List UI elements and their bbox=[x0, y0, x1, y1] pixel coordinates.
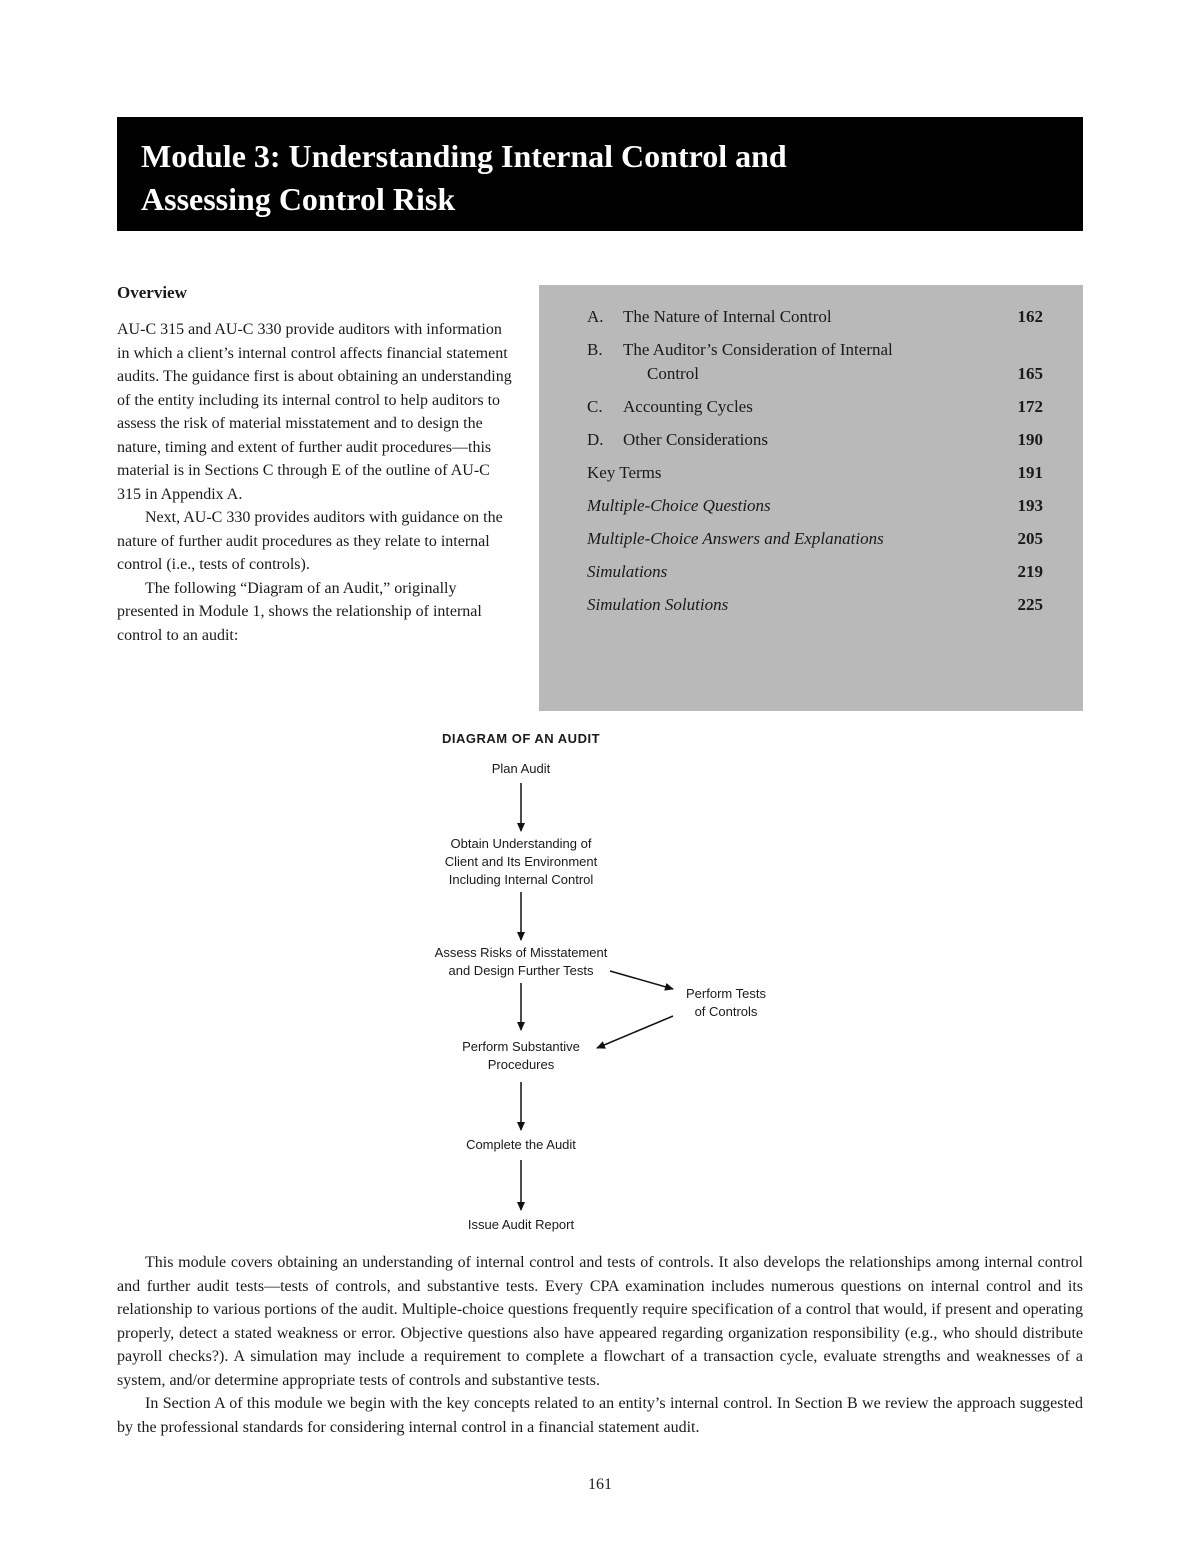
toc-text-continued: Control bbox=[647, 364, 699, 383]
node-complete-audit: Complete the Audit bbox=[466, 1137, 576, 1152]
node-plan-audit: Plan Audit bbox=[491, 761, 551, 776]
toc-text: Simulations bbox=[587, 562, 668, 581]
node-line: Perform Tests bbox=[686, 986, 766, 1001]
arrow-tests-to-substantive bbox=[597, 1016, 673, 1048]
toc-text: Multiple-Choice Answers and Explanations bbox=[587, 529, 884, 548]
module-title-line1: Module 3: Understanding Internal Control and bbox=[141, 138, 787, 174]
node-line: Perform Substantive bbox=[462, 1039, 580, 1054]
toc-page: 219 bbox=[1017, 562, 1043, 581]
node-issue-report: Issue Audit Report bbox=[467, 1217, 575, 1232]
node-line: Procedures bbox=[487, 1057, 555, 1072]
page-number: 161 bbox=[588, 1476, 612, 1493]
arrow-assess-to-tests bbox=[610, 971, 673, 989]
toc-text: Multiple-Choice Questions bbox=[587, 496, 771, 515]
overview-paragraph-3: The following “Diagram of an Audit,” originally presented in Module 1, shows the relationship of internal control to an audit: bbox=[117, 579, 482, 644]
node-line: and Design Further Tests bbox=[448, 963, 594, 978]
toc-page: 205 bbox=[1017, 529, 1043, 548]
node-line: Client and Its Environment bbox=[444, 854, 598, 869]
toc-page: 172 bbox=[1017, 397, 1043, 416]
module-title-line2: Assessing Control Risk bbox=[141, 181, 456, 217]
toc-text: The Nature of Internal Control bbox=[623, 307, 832, 326]
toc-page: 162 bbox=[1017, 307, 1043, 326]
body-paragraph-2: In Section A of this module we begin with the key concepts related to an entity’s internal control. In Section B we review the approach suggested by the professional standards for considering internal control in a financial statement audit. bbox=[117, 1395, 1083, 1436]
toc-page: 225 bbox=[1017, 595, 1043, 614]
body-text bbox=[117, 1251, 1083, 1439]
diagram-title: DIAGRAM OF AN AUDIT bbox=[441, 731, 601, 746]
toc-page: 165 bbox=[1017, 364, 1043, 383]
node-line: Obtain Understanding of bbox=[450, 836, 592, 851]
overview-heading: Overview bbox=[117, 283, 187, 302]
toc-page: 190 bbox=[1017, 430, 1043, 449]
toc-text: Simulation Solutions bbox=[587, 595, 729, 614]
toc-letter: C. bbox=[587, 397, 603, 416]
toc-letter: D. bbox=[587, 430, 604, 449]
toc-text: The Auditor’s Consideration of Internal bbox=[623, 340, 893, 359]
overview-paragraph-2: Next, AU-C 330 provides auditors with guidance on the nature of further audit procedures as they relate to internal control (i.e., tests of controls). bbox=[117, 509, 503, 573]
toc-page: 191 bbox=[1017, 463, 1043, 482]
toc-text: Key Terms bbox=[587, 463, 662, 482]
node-line: Assess Risks of Misstatement bbox=[434, 945, 608, 960]
node-line: of Controls bbox=[694, 1004, 758, 1019]
toc-page: 193 bbox=[1017, 496, 1043, 515]
toc-text: Accounting Cycles bbox=[623, 397, 753, 416]
toc-letter: A. bbox=[587, 307, 604, 326]
toc-letter: B. bbox=[587, 340, 603, 359]
body-paragraph-1: This module covers obtaining an understanding of internal control and tests of controls. It also develops the relationships among internal control and further audit tests—tests of controls, and substantive tests. Every CPA examination includes numerous questions on internal control and its relationship to various portions of the audit. Multiple-choice questions frequently require specification of a control that would, if present and operating properly, detect a stated weakness or error. Objective questions also have appeared regarding organization responsibility (e.g., who should distribute payroll checks?). A simulation may include a requirement to complete a flowchart of a transaction cycle, evaluate strengths and weaknesses of a system, and/or determine appropriate tests of controls and substantive tests. bbox=[117, 1254, 1083, 1389]
toc-text: Other Considerations bbox=[623, 430, 768, 449]
node-line: Including Internal Control bbox=[448, 872, 594, 887]
overview-paragraph-1: AU-C 315 and AU-C 330 provide auditors with information in which a client’s internal control affects financial statement audits. The guidance first is about obtaining an understanding of the entity including its internal control to help auditors to assess the risk of material misstatement and to design the nature, timing and extent of further audit procedures—this material is in Sections C through E of the outline of AU-C 315 in Appendix A. bbox=[117, 321, 512, 503]
